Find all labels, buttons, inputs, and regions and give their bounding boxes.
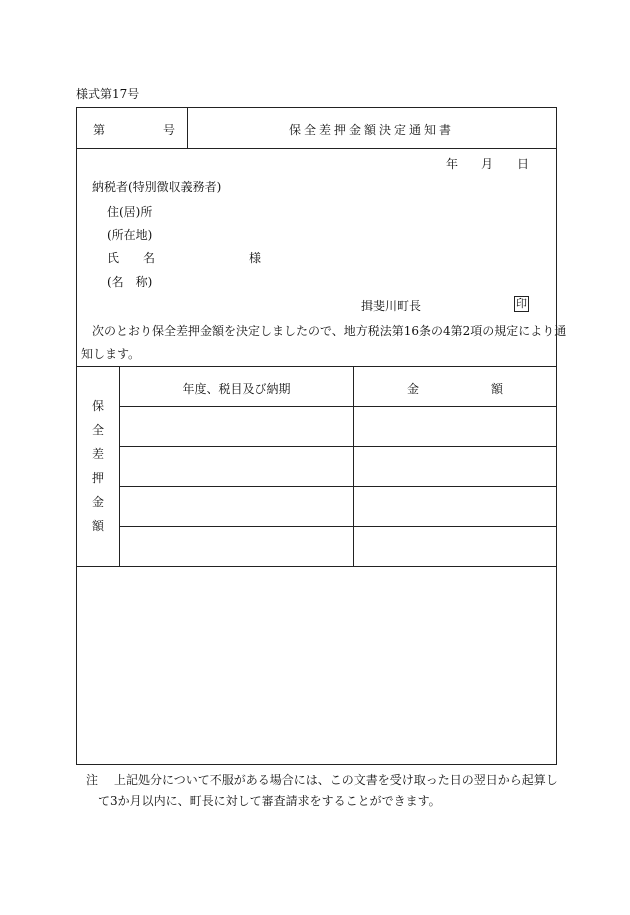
note-line2: て3か月以内に、町長に対して審査請求をすることができます。: [98, 794, 441, 808]
amount-cell[interactable]: [354, 487, 556, 526]
period-column-header: 年度、税目及び納期: [182, 382, 291, 396]
body-text-line2: 知します。: [81, 347, 141, 361]
issuer-name: 揖斐川町長: [361, 299, 422, 313]
document-title: 保全差押金額決定通知書: [288, 123, 454, 137]
amount-cell[interactable]: [354, 447, 556, 486]
date-month[interactable]: 月: [481, 157, 494, 171]
blank-remarks-area: [77, 567, 556, 764]
honorific-sama: 様: [249, 251, 262, 265]
notice-form-frame: [76, 107, 567, 765]
name-label: 氏 名: [107, 251, 156, 265]
address-label: 住(居)所: [107, 205, 153, 219]
period-cell[interactable]: [120, 407, 353, 446]
amount-cell[interactable]: [354, 527, 556, 566]
note-label: 注: [86, 773, 99, 787]
org-name-label: (名 称): [107, 275, 153, 289]
date-year[interactable]: 年: [446, 157, 459, 171]
period-cell[interactable]: [120, 447, 353, 486]
table-top-rule: [77, 366, 556, 367]
location-label: (所在地): [107, 228, 153, 242]
number-suffix: 号: [163, 123, 176, 137]
taxpayer-heading: 納税者(特別徴収義務者): [92, 180, 222, 194]
header-bottom-rule: [77, 148, 556, 149]
number-prefix: 第: [93, 123, 106, 137]
period-cell[interactable]: [120, 487, 353, 526]
table-side-label: 保 全 差 押 金 額: [91, 399, 104, 533]
period-cell[interactable]: [120, 527, 353, 566]
note-line1: 上記処分について不服がある場合には、この文書を受け取った日の翌日から起算し: [114, 773, 558, 787]
body-text-line1: 次のとおり保全差押金額を決定しましたので、地方税法第16条の4第2項の規定により通: [92, 324, 567, 338]
amount-column-header: 金 額: [406, 382, 503, 396]
form-number: 様式第17号: [76, 87, 140, 101]
date-day[interactable]: 日: [517, 157, 530, 171]
seal-mark: 印: [516, 297, 527, 310]
amount-cell[interactable]: [354, 407, 556, 446]
